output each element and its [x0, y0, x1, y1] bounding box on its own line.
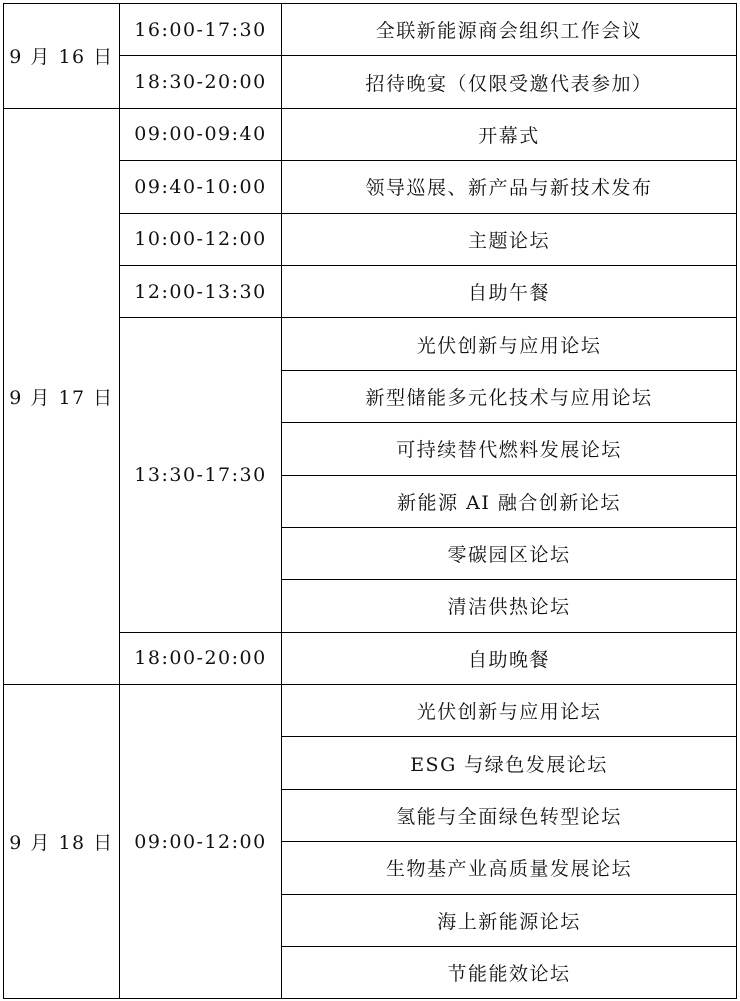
- time-cell: 18:30-20:00: [120, 56, 282, 108]
- time-cell: 10:00-12:00: [120, 213, 282, 265]
- date-cell: 9 月 17 日: [4, 108, 120, 684]
- time-cell: 09:40-10:00: [120, 161, 282, 213]
- date-cell: 9 月 18 日: [4, 685, 120, 999]
- event-cell: 主题论坛: [282, 213, 737, 265]
- event-cell: 海上新能源论坛: [282, 894, 737, 946]
- date-cell: 9 月 16 日: [4, 4, 120, 109]
- event-cell: 自助午餐: [282, 265, 737, 317]
- event-cell: 节能能效论坛: [282, 947, 737, 999]
- event-cell: 领导巡展、新产品与新技术发布: [282, 161, 737, 213]
- schedule-table: [3, 3, 737, 999]
- event-cell: 全联新能源商会组织工作会议: [282, 4, 737, 56]
- event-cell: 氢能与全面绿色转型论坛: [282, 789, 737, 841]
- time-cell: 16:00-17:30: [120, 4, 282, 56]
- table-row: [4, 685, 737, 737]
- event-cell: 自助晚餐: [282, 632, 737, 684]
- time-cell: 18:00-20:00: [120, 632, 282, 684]
- table-row: [4, 108, 737, 160]
- time-cell: 12:00-13:30: [120, 265, 282, 317]
- event-cell: 新能源 AI 融合创新论坛: [282, 475, 737, 527]
- event-cell: 零碳园区论坛: [282, 527, 737, 579]
- event-cell: 新型储能多元化技术与应用论坛: [282, 370, 737, 422]
- time-cell: 13:30-17:30: [120, 318, 282, 632]
- table-row: [4, 4, 737, 56]
- event-cell: 清洁供热论坛: [282, 580, 737, 632]
- event-cell: 光伏创新与应用论坛: [282, 318, 737, 370]
- event-cell: ESG 与绿色发展论坛: [282, 737, 737, 789]
- schedule-container: [3, 3, 737, 999]
- time-cell: 09:00-12:00: [120, 685, 282, 999]
- event-cell: 招待晚宴（仅限受邀代表参加）: [282, 56, 737, 108]
- event-cell: 生物基产业高质量发展论坛: [282, 842, 737, 894]
- event-cell: 光伏创新与应用论坛: [282, 685, 737, 737]
- event-cell: 开幕式: [282, 108, 737, 160]
- time-cell: 09:00-09:40: [120, 108, 282, 160]
- event-cell: 可持续替代燃料发展论坛: [282, 423, 737, 475]
